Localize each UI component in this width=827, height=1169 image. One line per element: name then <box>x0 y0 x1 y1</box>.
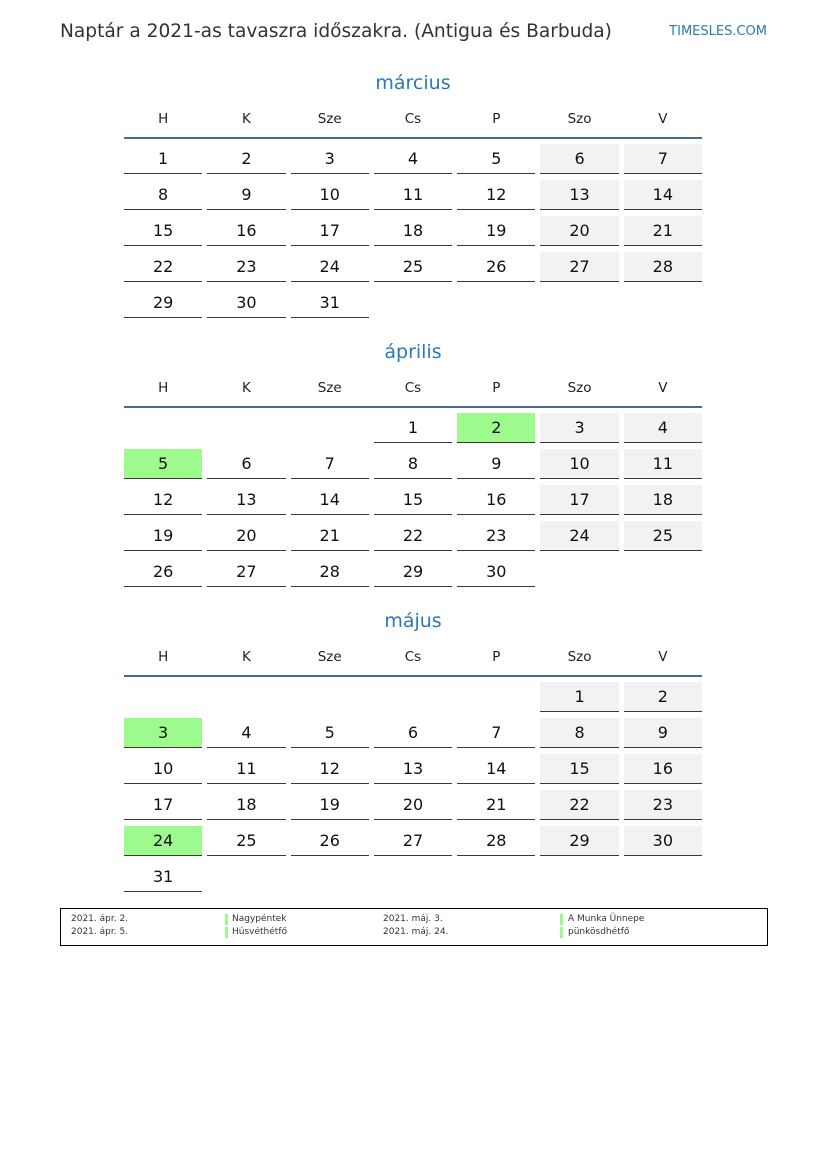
empty-day-cell <box>374 288 452 318</box>
holiday-color-swatch <box>560 914 563 925</box>
weekday-label: V <box>658 649 668 665</box>
month-block <box>124 339 702 587</box>
day-cell: 8 <box>374 449 452 479</box>
week-row <box>124 180 702 210</box>
day-cell: 11 <box>374 180 452 210</box>
day-cell: 15 <box>374 485 452 515</box>
week-row <box>124 144 702 174</box>
day-cell: 25 <box>207 826 285 856</box>
legend-entry <box>71 913 371 926</box>
day-cell: 14 <box>457 754 535 784</box>
week-rows <box>124 144 702 318</box>
weekday-label: Szo <box>567 111 592 127</box>
weekday-label: K <box>241 111 251 127</box>
weekend-day-cell: 29 <box>540 826 618 856</box>
legend-entry <box>383 926 763 939</box>
weekday-label: V <box>658 111 668 127</box>
day-cell: 5 <box>291 718 369 748</box>
weekend-day-cell: 24 <box>540 521 618 551</box>
weekend-day-cell: 21 <box>624 216 702 246</box>
empty-day-cell <box>457 862 535 892</box>
month-block <box>124 608 702 892</box>
weekend-day-cell: 30 <box>624 826 702 856</box>
holiday-color-swatch <box>225 914 228 925</box>
holiday-date: 2021. ápr. 2. <box>71 914 129 924</box>
weekday-label: Cs <box>404 111 422 127</box>
day-cell: 11 <box>207 754 285 784</box>
week-row <box>124 718 702 748</box>
weekday-label: Sze <box>317 649 342 665</box>
weekend-day-cell: 7 <box>624 144 702 174</box>
week-row <box>124 682 702 712</box>
day-cell: 16 <box>207 216 285 246</box>
day-cell: 10 <box>124 754 202 784</box>
weekend-day-cell: 22 <box>540 790 618 820</box>
week-row <box>124 216 702 246</box>
day-cell: 30 <box>207 288 285 318</box>
day-cell: 13 <box>207 485 285 515</box>
day-cell: 25 <box>374 252 452 282</box>
month-title: április <box>384 341 442 363</box>
week-row <box>124 449 702 479</box>
empty-day-cell <box>540 288 618 318</box>
weekend-day-cell: 18 <box>624 485 702 515</box>
empty-day-cell <box>624 862 702 892</box>
week-row <box>124 485 702 515</box>
day-cell: 2 <box>207 144 285 174</box>
day-cell: 21 <box>457 790 535 820</box>
day-cell: 16 <box>457 485 535 515</box>
day-cell: 28 <box>291 557 369 587</box>
week-row <box>124 252 702 282</box>
weekday-label: Cs <box>404 649 422 665</box>
weekend-day-cell: 2 <box>624 682 702 712</box>
weekday-label: K <box>241 649 251 665</box>
weekend-day-cell: 6 <box>540 144 618 174</box>
weekday-label: Szo <box>567 649 592 665</box>
day-cell: 27 <box>207 557 285 587</box>
day-cell: 17 <box>124 790 202 820</box>
empty-day-cell <box>374 862 452 892</box>
day-cell: 29 <box>124 288 202 318</box>
day-cell: 26 <box>124 557 202 587</box>
weekday-label: H <box>158 649 169 665</box>
empty-day-cell <box>540 862 618 892</box>
day-cell: 20 <box>374 790 452 820</box>
weekend-day-cell: 1 <box>540 682 618 712</box>
empty-day-cell <box>124 413 202 443</box>
day-cell: 23 <box>207 252 285 282</box>
holiday-name: Nagypéntek <box>232 914 287 924</box>
holiday-day-cell: 3 <box>124 718 202 748</box>
holiday-date: 2021. ápr. 5. <box>71 927 129 937</box>
day-cell: 15 <box>124 216 202 246</box>
day-cell: 10 <box>291 180 369 210</box>
day-cell: 27 <box>374 826 452 856</box>
weekend-day-cell: 23 <box>624 790 702 820</box>
empty-day-cell <box>291 413 369 443</box>
weekend-day-cell: 17 <box>540 485 618 515</box>
weekday-label: Cs <box>404 380 422 396</box>
weekday-header-row <box>124 109 702 129</box>
day-cell: 24 <box>291 252 369 282</box>
day-cell: 22 <box>124 252 202 282</box>
day-cell: 29 <box>374 557 452 587</box>
weekday-label: H <box>158 380 169 396</box>
weekend-day-cell: 15 <box>540 754 618 784</box>
empty-day-cell <box>457 682 535 712</box>
weekend-day-cell: 8 <box>540 718 618 748</box>
weekend-day-cell: 16 <box>624 754 702 784</box>
holiday-name: A Munka Ünnepe <box>568 914 645 924</box>
header-rule <box>124 137 702 139</box>
month-title: május <box>384 610 442 632</box>
empty-day-cell <box>207 413 285 443</box>
day-cell: 1 <box>124 144 202 174</box>
holiday-color-swatch <box>560 927 563 938</box>
day-cell: 6 <box>374 718 452 748</box>
empty-day-cell <box>624 288 702 318</box>
empty-day-cell <box>291 862 369 892</box>
holiday-legend <box>60 908 768 946</box>
weekend-day-cell: 11 <box>624 449 702 479</box>
weekday-label: Sze <box>317 380 342 396</box>
holiday-day-cell: 24 <box>124 826 202 856</box>
day-cell: 4 <box>207 718 285 748</box>
legend-column <box>383 913 763 939</box>
brand-link[interactable]: TIMESLES.COM <box>669 24 767 39</box>
day-cell: 18 <box>374 216 452 246</box>
weekday-label: V <box>658 380 668 396</box>
week-row <box>124 413 702 443</box>
holiday-day-cell: 5 <box>124 449 202 479</box>
weekday-label: Sze <box>317 111 342 127</box>
holiday-date: 2021. máj. 24. <box>383 927 449 937</box>
empty-day-cell <box>124 682 202 712</box>
month-block <box>124 70 702 318</box>
day-cell: 22 <box>374 521 452 551</box>
empty-day-cell <box>207 682 285 712</box>
week-row <box>124 521 702 551</box>
day-cell: 8 <box>124 180 202 210</box>
empty-day-cell <box>291 682 369 712</box>
week-row <box>124 790 702 820</box>
day-cell: 21 <box>291 521 369 551</box>
week-row <box>124 862 702 892</box>
day-cell: 13 <box>374 754 452 784</box>
day-cell: 5 <box>457 144 535 174</box>
empty-day-cell <box>540 557 618 587</box>
month-title: március <box>375 72 451 94</box>
day-cell: 19 <box>124 521 202 551</box>
weekday-label: P <box>492 649 501 665</box>
header-rule <box>124 406 702 408</box>
weekend-day-cell: 20 <box>540 216 618 246</box>
weekend-day-cell: 10 <box>540 449 618 479</box>
day-cell: 17 <box>291 216 369 246</box>
weekend-day-cell: 25 <box>624 521 702 551</box>
months-container <box>124 70 702 913</box>
header-rule <box>124 675 702 677</box>
day-cell: 30 <box>457 557 535 587</box>
weekday-header-row <box>124 378 702 398</box>
day-cell: 7 <box>457 718 535 748</box>
day-cell: 26 <box>291 826 369 856</box>
holiday-name: Húsvéthétfő <box>232 927 287 937</box>
weekday-label: H <box>158 111 169 127</box>
day-cell: 4 <box>374 144 452 174</box>
legend-entry <box>71 926 371 939</box>
weekday-label: P <box>492 380 501 396</box>
legend-entry <box>383 913 763 926</box>
day-cell: 23 <box>457 521 535 551</box>
day-cell: 19 <box>457 216 535 246</box>
day-cell: 19 <box>291 790 369 820</box>
weekend-day-cell: 3 <box>540 413 618 443</box>
weekday-label: Szo <box>567 380 592 396</box>
day-cell: 20 <box>207 521 285 551</box>
weekend-day-cell: 14 <box>624 180 702 210</box>
day-cell: 1 <box>374 413 452 443</box>
week-row <box>124 826 702 856</box>
day-cell: 18 <box>207 790 285 820</box>
holiday-date: 2021. máj. 3. <box>383 914 443 924</box>
week-row <box>124 288 702 318</box>
day-cell: 6 <box>207 449 285 479</box>
day-cell: 12 <box>124 485 202 515</box>
day-cell: 3 <box>291 144 369 174</box>
empty-day-cell <box>624 557 702 587</box>
day-cell: 7 <box>291 449 369 479</box>
day-cell: 14 <box>291 485 369 515</box>
week-row <box>124 557 702 587</box>
weekend-day-cell: 13 <box>540 180 618 210</box>
empty-day-cell <box>207 862 285 892</box>
week-rows <box>124 413 702 587</box>
weekday-label: P <box>492 111 501 127</box>
day-cell: 9 <box>207 180 285 210</box>
day-cell: 9 <box>457 449 535 479</box>
weekend-day-cell: 4 <box>624 413 702 443</box>
page-title: Naptár a 2021-as tavaszra időszakra. (Antigua és Barbuda) <box>60 21 612 42</box>
day-cell: 12 <box>291 754 369 784</box>
weekday-label: K <box>241 380 251 396</box>
day-cell: 31 <box>291 288 369 318</box>
legend-column <box>71 913 371 939</box>
day-cell: 28 <box>457 826 535 856</box>
holiday-color-swatch <box>225 927 228 938</box>
day-cell: 31 <box>124 862 202 892</box>
weekend-day-cell: 9 <box>624 718 702 748</box>
holiday-name: pünkösdhétfő <box>568 927 630 937</box>
empty-day-cell <box>457 288 535 318</box>
week-row <box>124 754 702 784</box>
weekday-header-row <box>124 647 702 667</box>
weekend-day-cell: 28 <box>624 252 702 282</box>
day-cell: 12 <box>457 180 535 210</box>
holiday-day-cell: 2 <box>457 413 535 443</box>
weekend-day-cell: 27 <box>540 252 618 282</box>
empty-day-cell <box>374 682 452 712</box>
week-rows <box>124 682 702 892</box>
day-cell: 26 <box>457 252 535 282</box>
